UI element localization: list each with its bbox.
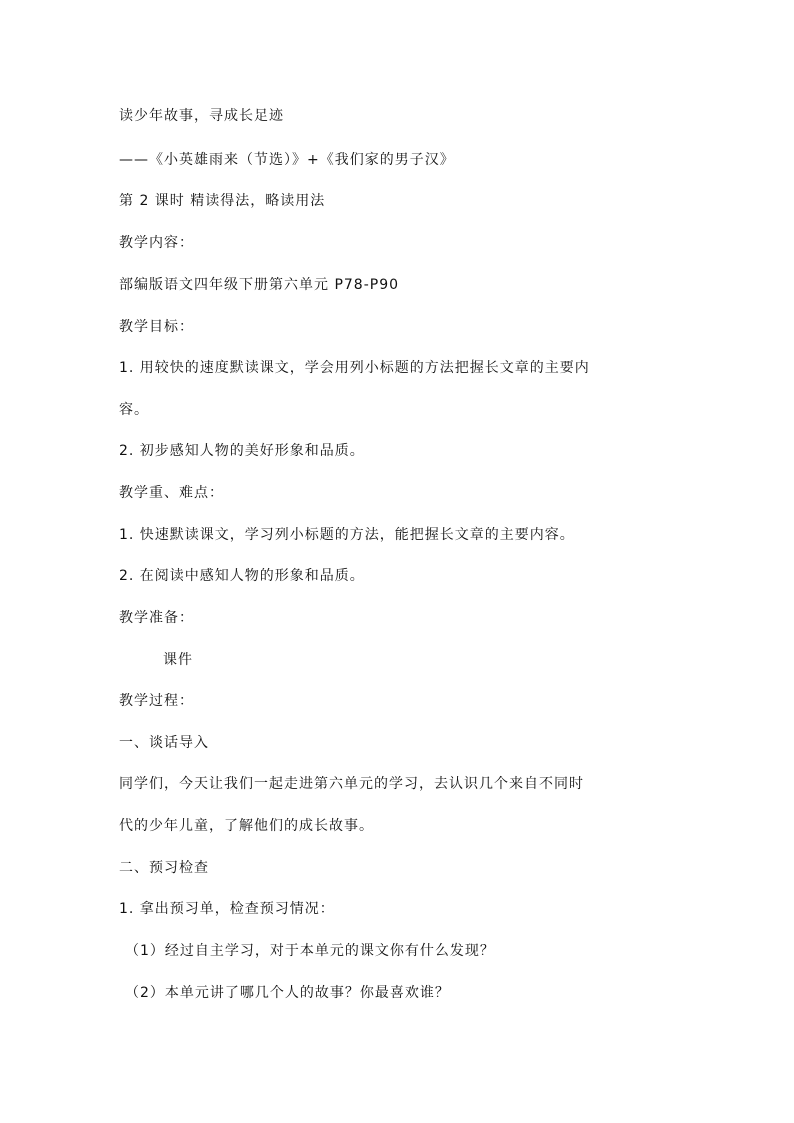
step-2-question-1: （1）经过自主学习，对于本单元的课文你有什么发现？ bbox=[125, 943, 495, 959]
class-period: 第 2 课时 精读得法，略读用法 bbox=[119, 193, 326, 209]
lesson-subtitle: ——《小英雄雨来（节选）》+《我们家的男子汉》 bbox=[119, 152, 455, 168]
goal-1-line-2: 容。 bbox=[119, 402, 149, 418]
key-point-1: 1. 快速默读课文，学习列小标题的方法，能把握长文章的主要内容。 bbox=[119, 527, 575, 543]
section-heading-key-points: 教学重、难点： bbox=[119, 485, 224, 501]
goal-2: 2. 初步感知人物的美好形象和品质。 bbox=[119, 443, 365, 459]
section-heading-preparation: 教学准备： bbox=[119, 610, 194, 626]
process-step-1-heading: 一、谈话导入 bbox=[119, 735, 209, 751]
section-heading-goals: 教学目标： bbox=[119, 319, 194, 335]
goal-1-line-1: 1. 用较快的速度默读课文，学会用列小标题的方法把握长文章的主要内 bbox=[119, 360, 590, 376]
step-2-question-2: （2）本单元讲了哪几个人的故事？你最喜欢谁？ bbox=[125, 985, 450, 1001]
step-2-item-1: 1. 拿出预习单，检查预习情况： bbox=[119, 901, 335, 917]
step-1-text-line-1: 同学们，今天让我们一起走进第六单元的学习，去认识几个来自不同时 bbox=[119, 776, 584, 792]
section-heading-process: 教学过程： bbox=[119, 693, 194, 709]
process-step-2-heading: 二、预习检查 bbox=[119, 860, 209, 876]
section-heading-content: 教学内容： bbox=[119, 235, 194, 251]
preparation-item: 课件 bbox=[163, 652, 193, 668]
step-1-text-line-2: 代的少年儿童，了解他们的成长故事。 bbox=[119, 818, 374, 834]
key-point-2: 2. 在阅读中感知人物的形象和品质。 bbox=[119, 568, 365, 584]
content-text: 部编版语文四年级下册第六单元 P78-P90 bbox=[119, 277, 400, 293]
lesson-title: 读少年故事，寻成长足迹 bbox=[119, 108, 284, 124]
